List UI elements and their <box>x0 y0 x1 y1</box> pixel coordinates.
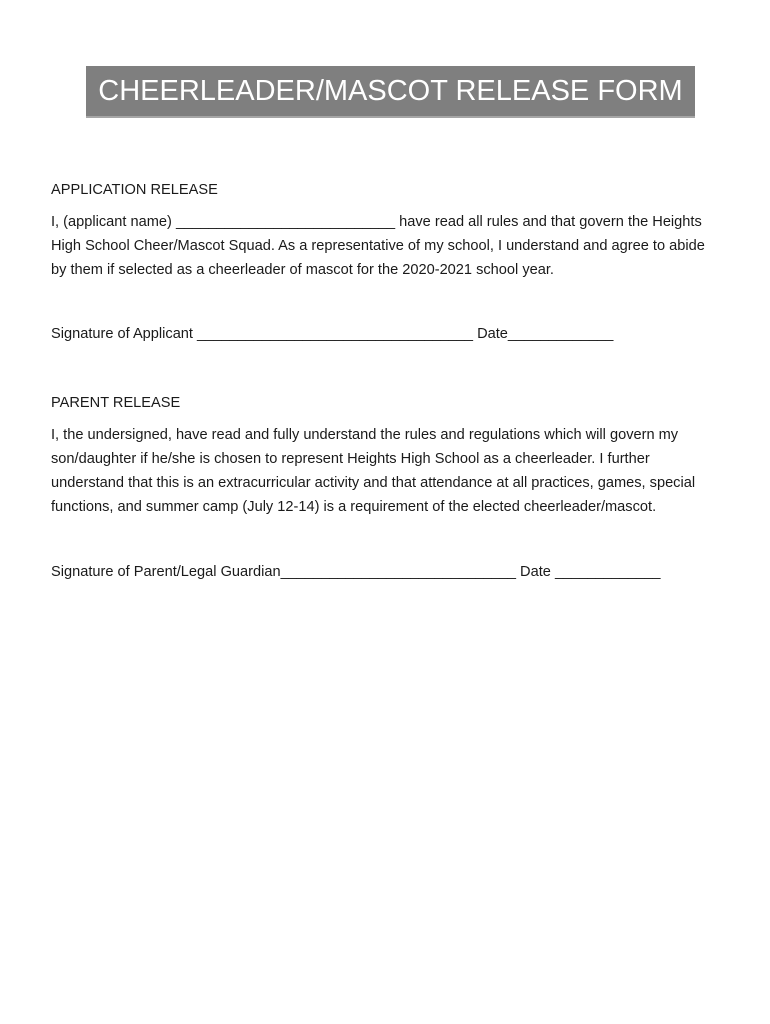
form-title: CHEERLEADER/MASCOT RELEASE FORM <box>98 74 683 107</box>
form-body <box>51 178 731 584</box>
application-release-text <box>51 210 723 282</box>
parent-signature-blank[interactable]: _____________________________ <box>280 564 516 580</box>
parent-release-text: I, the undersigned, have read and fully understand the rules and regulations which will govern my son/daughter if he/she is chosen to represent Heights High School as a cheerleader. I further understand that this is an extracurricular activity and that attendance at all practices, games, special functions, and summer camp (July 12-14) is a requirement of the elected cheerleader/mascot. <box>51 427 696 515</box>
application-release-heading: APPLICATION RELEASE <box>51 182 218 198</box>
applicant-date-label: Date <box>477 326 508 342</box>
applicant-date-blank[interactable]: _____________ <box>507 326 614 342</box>
parent-signature-line <box>51 560 731 584</box>
parent-date-label: Date <box>520 564 551 580</box>
applicant-name-blank[interactable]: ___________________________ <box>175 214 396 230</box>
applicant-signature-label: Signature of Applicant <box>51 326 193 342</box>
title-banner <box>86 66 695 118</box>
applicant-signature-blank[interactable]: __________________________________ <box>197 326 474 342</box>
applicant-statement-text: have read all rules and that govern the Heights High School Cheer/Mascot Squad. As a representative of my school, I understand and agree to abide by them if selected as a cheerleader of mascot for the 2020-2021 school year. <box>51 214 705 278</box>
parent-signature-label: Signature of Parent/Legal Guardian <box>51 564 281 580</box>
applicant-intro-text: I, (applicant name) <box>51 214 172 230</box>
parent-release-heading: PARENT RELEASE <box>51 395 181 411</box>
parent-date-blank[interactable]: _____________ <box>554 564 661 580</box>
applicant-signature-line <box>51 322 731 346</box>
